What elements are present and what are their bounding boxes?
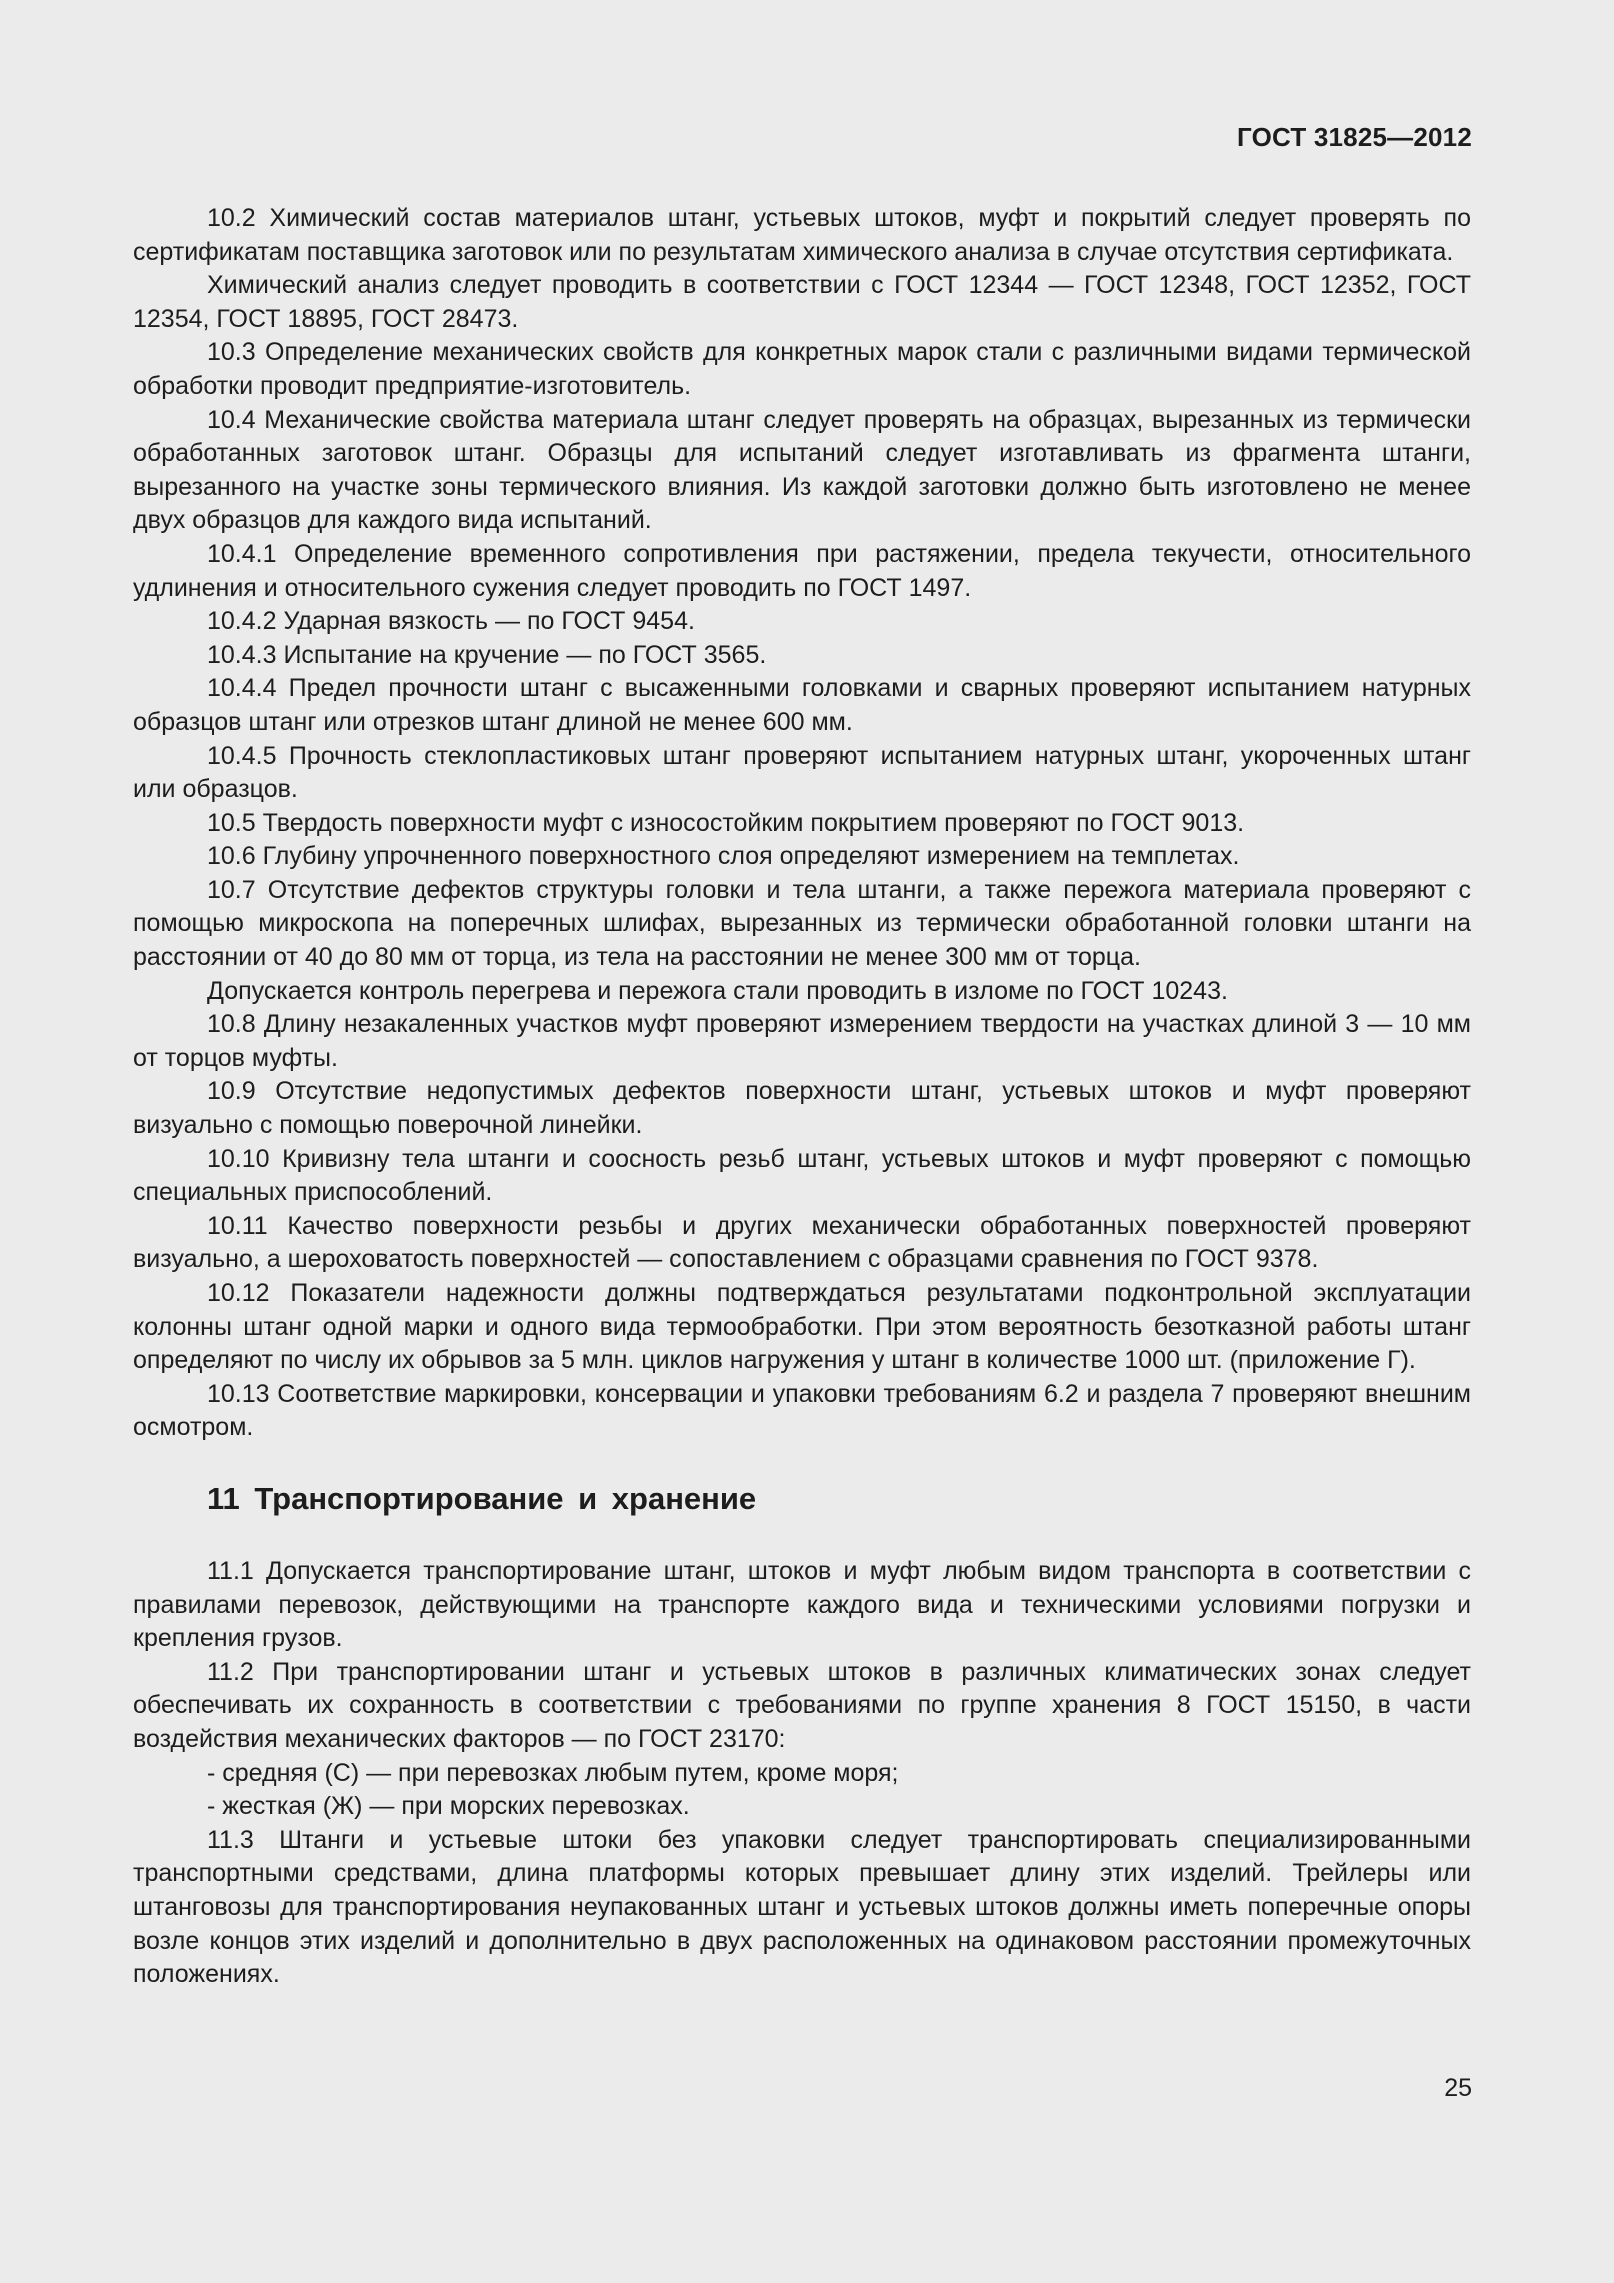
paragraph: 11.2 При транспортировании штанг и устьевых штоков в различных климатических зонах следует обеспечивать их сохранность в соответствии с требованиями по группе хранения 8 ГОСТ 15150, в части воздействия механических факторов — по ГОСТ 23170: [133, 1657, 1471, 1753]
paragraph: 10.12 Показатели надежности должны подтверждаться результатами подконтрольной эксплуатации колонны штанг одной марки и одного вида термообработки. При этом вероятность безотказной работы штанг определяют по числу их обрывов за 5 млн. циклов нагружения у штанг в количестве 1000 шт. (приложение Г). [133, 1279, 1471, 1375]
paragraph: 10.4.1 Определение временного сопротивления при растяжении, предела текучести, относительного удлинения и относительного сужения следует проводить по ГОСТ 1497. [133, 539, 1471, 602]
paragraph: 10.7 Отсутствие дефектов структуры головки и тела штанги, а также пережога материала проверяют с помощью микроскопа на поперечных шлифах, вырезанных из термически обработанной головки штанги на расстоянии от 40 до 80 мм от торца, из тела на расстоянии не менее 300 мм от торца. [133, 875, 1471, 972]
paragraph: 10.5 Твердость поверхности муфт с износостойким покрытием проверяют по ГОСТ 9013. [207, 808, 1245, 837]
paragraph: 10.2 Химический состав материалов штанг, устьевых штоков, муфт и покрытий следует проверять по сертификатам поставщика заготовок или по результатам химического анализа в случае отсутствия сертификата. [133, 204, 1471, 266]
paragraph: Химический анализ следует проводить в соответствии с ГОСТ 12344 — ГОСТ 12348, ГОСТ 12352, ГОСТ 12354, ГОСТ 18895, ГОСТ 28473. [133, 271, 1471, 333]
document-code: ГОСТ 31825—2012 [1237, 122, 1472, 152]
paragraph: 10.11 Качество поверхности резьбы и других механически обработанных поверхностей проверяют визуально, а шероховатость поверхностей — сопоставлением с образцами сравнения по ГОСТ 9378. [133, 1211, 1471, 1274]
paragraph: 11.3 Штанги и устьевые штоки без упаковки следует транспортировать специализированными транспортными средствами, длина платформы которых превышает длину этих изделий. Трейлеры или штанговозы для транспортирования неупакованных штанг и устьевых штоков должны иметь поперечные опоры возле концов этих изделий и дополнительно в двух расположенных на одинаковом расстоянии промежуточных положениях. [133, 1825, 1471, 1989]
paragraph: 10.4.2 Ударная вязкость — по ГОСТ 9454. [207, 607, 695, 636]
paragraph: 11.1 Допускается транспортирование штанг, штоков и муфт любым видом транспорта в соответствии с правилами перевозок, действующими на транспорте каждого вида и техническими условиями погрузки и крепления грузов. [133, 1556, 1471, 1653]
list-item: - средняя (С) — при перевозках любым путем, кроме моря; [207, 1758, 899, 1787]
paragraph: 10.13 Соответствие маркировки, консервации и упаковки требованиям 6.2 и раздела 7 проверяют внешним осмотром. [133, 1379, 1471, 1442]
section-heading: 11 Транспортирование и хранение [207, 1480, 757, 1516]
paragraph: 10.4.5 Прочность стеклопластиковых штанг проверяют испытанием натурных штанг, укороченных штанг или образцов. [133, 741, 1471, 804]
paragraph: 10.4 Механические свойства материала штанг следует проверять на образцах, вырезанных из термически обработанных заготовок штанг. Образцы для испытаний следует изготавливать из фрагмента штанги, вырезанного на участке зоны термического влияния. Из каждой заготовки должно быть изготовлено не менее двух образцов для каждого вида испытаний. [133, 405, 1471, 535]
paragraph: 10.3 Определение механических свойств для конкретных марок стали с различными видами термической обработки проводит предприятие-изготовитель. [133, 338, 1471, 400]
paragraph: Допускается контроль перегрева и пережога стали проводить в изломе по ГОСТ 10243. [207, 976, 1228, 1005]
page-number: 25 [1444, 2074, 1472, 2102]
paragraph: 10.9 Отсутствие недопустимых дефектов поверхности штанг, устьевых штоков и муфт проверяют визуально с помощью поверочной линейки. [133, 1077, 1471, 1140]
paragraph: 10.6 Глубину упрочненного поверхностного слоя определяют измерением на темплетах. [207, 842, 1240, 871]
list-item: - жесткая (Ж) — при морских перевозках. [207, 1792, 690, 1821]
paragraph: 10.4.4 Предел прочности штанг с высаженными головками и сварных проверяют испытанием натурных образцов штанг или отрезков штанг длиной не менее 600 мм. [133, 674, 1471, 736]
paragraph: 10.8 Длину незакаленных участков муфт проверяют измерением твердости на участках длиной 3 — 10 мм от торцов муфты. [133, 1010, 1471, 1072]
paragraph: 10.10 Кривизну тела штанги и соосность резьб штанг, устьевых штоков и муфт проверяют с помощью специальных приспособлений. [133, 1144, 1471, 1207]
paragraph: 10.4.3 Испытание на кручение — по ГОСТ 3565. [207, 640, 767, 669]
document-body [133, 202, 1471, 1992]
